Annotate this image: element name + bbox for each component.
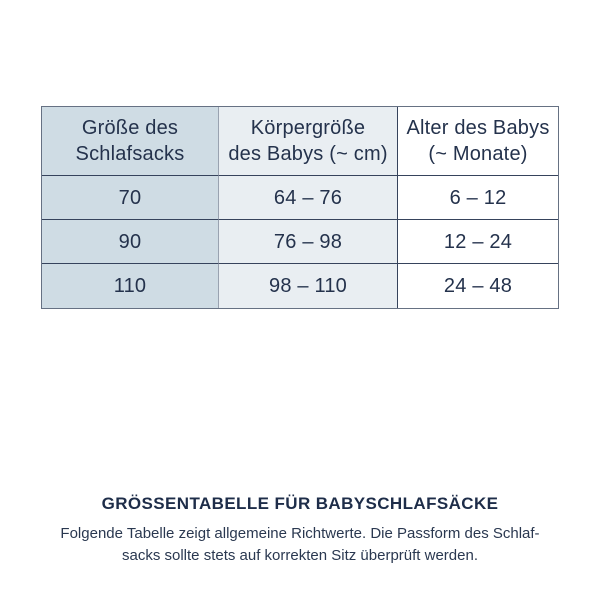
size-table — [41, 106, 559, 309]
table-cell-size: 110 — [42, 264, 219, 308]
header-cell-alter — [398, 107, 558, 176]
table-cell-age: 24 – 48 — [398, 264, 558, 308]
header-line: des Babys (~ cm) — [228, 143, 388, 165]
header-cell-koerpergroesse — [219, 107, 398, 176]
header-cell-schlafsack-groesse — [42, 107, 219, 176]
caption-line-1: Folgende Tabelle zeigt allgemeine Richtwerte. Die Passform des Schlaf- — [60, 525, 540, 542]
table-cell-body-height: 98 – 110 — [219, 264, 398, 308]
section-heading: GRÖSSENTABELLE FÜR BABYSCHLAFSÄCKE — [101, 494, 499, 513]
table-cell-age: 12 – 24 — [398, 220, 558, 264]
table-cell-size: 90 — [42, 220, 219, 264]
caption-line-2: sacks sollte stets auf korrekten Sitz überprüft werden. — [122, 547, 478, 564]
header-line: Schlafsacks — [75, 143, 185, 165]
caption-block — [0, 494, 600, 567]
table-cell-size: 70 — [42, 176, 219, 220]
header-line: Körpergröße — [250, 117, 366, 139]
header-line: Größe des — [81, 117, 179, 139]
header-line: (~ Monate) — [428, 143, 528, 165]
header-line: Alter des Babys — [406, 117, 550, 139]
table-cell-body-height: 64 – 76 — [219, 176, 398, 220]
table-cell-body-height: 76 – 98 — [219, 220, 398, 264]
table-cell-age: 6 – 12 — [398, 176, 558, 220]
